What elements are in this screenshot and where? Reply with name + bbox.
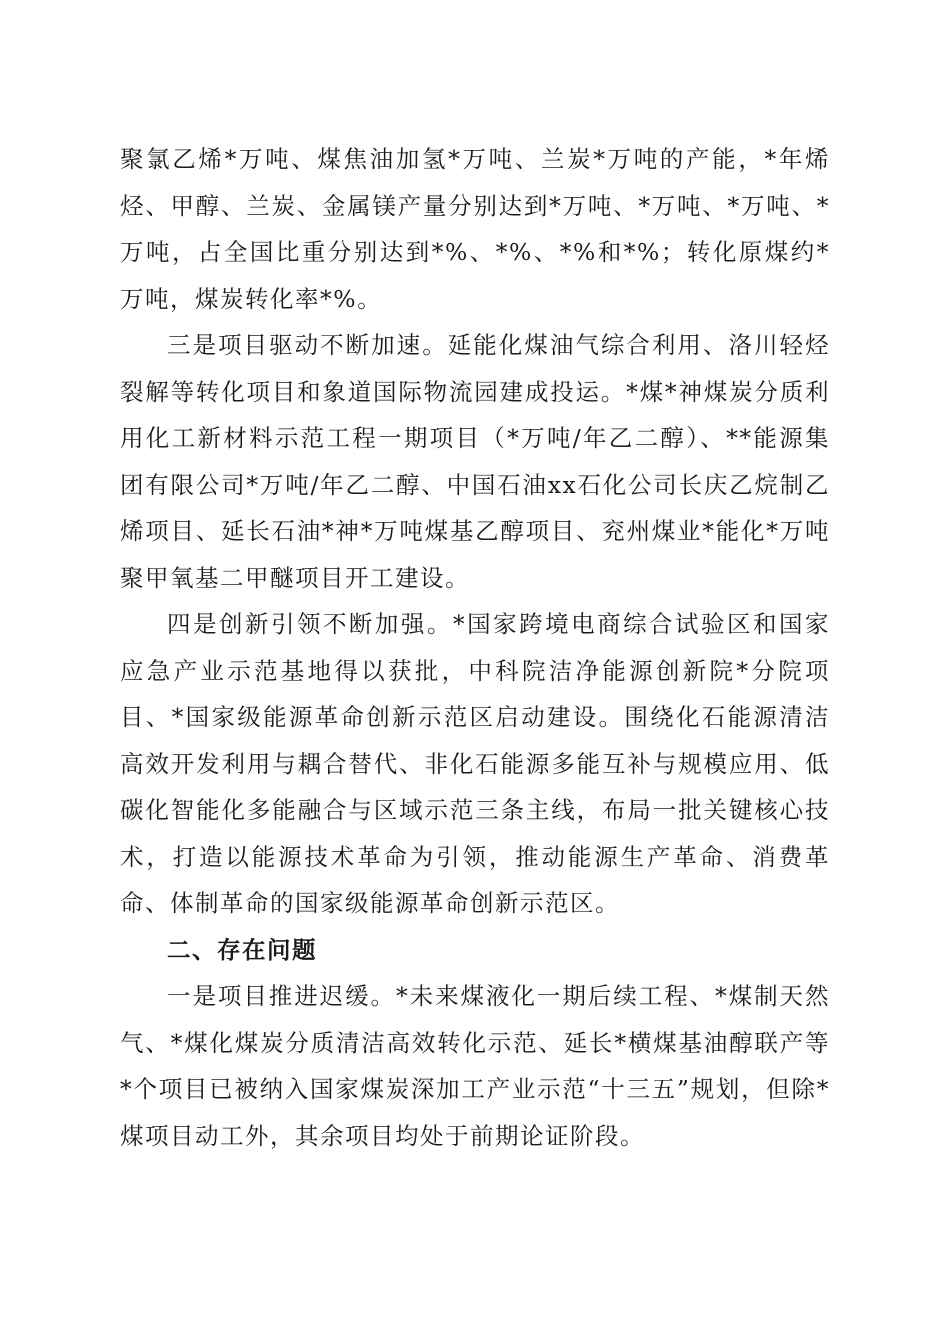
paragraph-project-delay <box>120 973 830 1159</box>
paragraph-lead: 三是项目驱动不断加速。 <box>167 331 448 359</box>
paragraph-text: *国家跨境电商综合试验区和国家应急产业示范基地得以获批，中科院洁净能源创新院*分院项目、*国家级能源革命创新示范区启动建设。围绕化石能源清洁高效开发利用与耦合替代、非化石能源多能互补与规模应用、低碳化智能化多能融合与区域示范三条主线，布局一批关键核心技术，打造以能源技术革命为引领，推动能源生产革命、消费革命、体制革命的国家级能源革命创新示范区。 <box>120 610 831 917</box>
paragraph-continued <box>120 136 830 322</box>
paragraph-project-driven <box>120 322 830 601</box>
section-heading: 二、存在问题 <box>167 935 317 964</box>
paragraph-lead: 四是创新引领不断加强。 <box>167 610 453 638</box>
paragraph-text: *未来煤液化一期后续工程、*煤制天然气、*煤化煤炭分质清洁高效转化示范、延长*横煤基油醇联产等*个项目已被纳入国家煤炭深加工产业示范“十三五”规划，但除*煤项目动工外，其余项目均处于前期论证阶段。 <box>120 982 831 1150</box>
document-body <box>120 136 830 1159</box>
paragraph-text: 延能化煤油气综合利用、洛川轻烃裂解等转化项目和象道国际物流园建成投运。*煤*神煤炭分质利用化工新材料示范工程一期项目（*万吨/年乙二醇）、**能源集团有限公司*万吨/年乙二醇、中国石油xx石化公司长庆乙烷制乙烯项目、延长石油*神*万吨煤基乙醇项目、兖州煤业*能化*万吨聚甲氧基二甲醚项目开工建设。 <box>120 331 831 592</box>
paragraph-innovation <box>120 601 830 927</box>
paragraph-text: 聚氯乙烯*万吨、煤焦油加氢*万吨、兰炭*万吨的产能，*年烯烃、甲醇、兰炭、金属镁产量分别达到*万吨、*万吨、*万吨、*万吨，占全国比重分别达到*%、*%、*%和*%；转化原煤约*万吨，煤炭转化率*%。 <box>120 145 830 313</box>
paragraph-lead: 一是项目推进迟缓。 <box>167 982 396 1010</box>
